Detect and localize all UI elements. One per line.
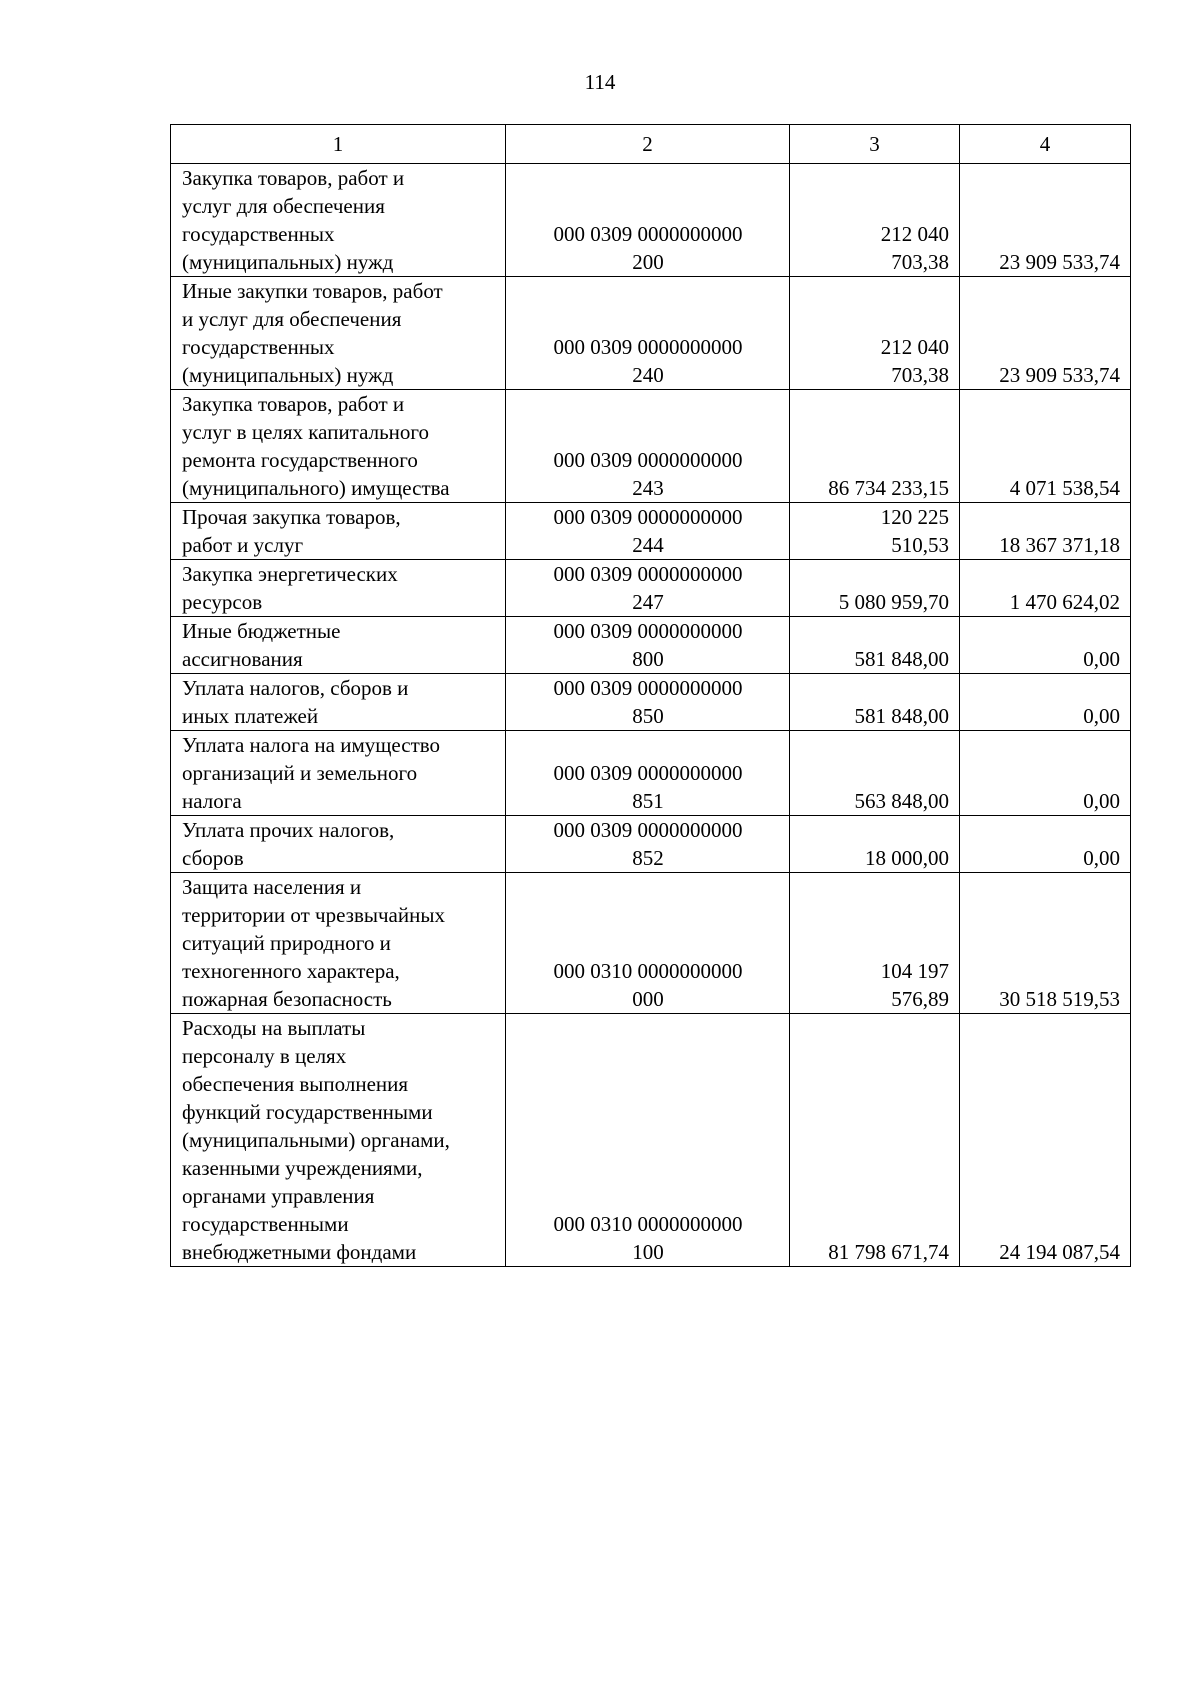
- row-col4: 1 470 624,02: [1009, 590, 1120, 614]
- row-col3: 120 225 510,53: [880, 505, 949, 557]
- row-name-cell: [171, 731, 506, 816]
- row-col4: 0,00: [1083, 789, 1120, 813]
- table-row: [171, 390, 1131, 503]
- row-name-cell: [171, 277, 506, 390]
- row-col4-cell: [960, 873, 1131, 1014]
- row-name-cell: [171, 1014, 506, 1267]
- row-col3-cell: [790, 277, 960, 390]
- row-col3: 5 080 959,70: [838, 590, 949, 614]
- row-col3-cell: [790, 731, 960, 816]
- row-code: 000 0309 0000000000 247: [553, 562, 743, 614]
- row-col3: 104 197 576,89: [880, 959, 949, 1011]
- row-col4: 24 194 087,54: [999, 1240, 1120, 1264]
- row-name-cell: [171, 164, 506, 277]
- row-name: Закупка энергетических ресурсов: [182, 562, 398, 614]
- row-code: 000 0309 0000000000 243: [553, 448, 743, 500]
- row-code-cell: [506, 674, 790, 731]
- table-row: [171, 873, 1131, 1014]
- row-code: 000 0309 0000000000 800: [553, 619, 743, 671]
- row-name-cell: [171, 873, 506, 1014]
- header-row: [171, 125, 1131, 164]
- row-col4-cell: [960, 674, 1131, 731]
- row-code-cell: [506, 277, 790, 390]
- row-col4: 0,00: [1083, 846, 1120, 870]
- row-code: 000 0310 0000000000 000: [553, 959, 743, 1011]
- row-code: 000 0309 0000000000 200: [553, 222, 743, 274]
- row-col4: 23 909 533,74: [999, 250, 1120, 274]
- row-col3: 563 848,00: [854, 789, 949, 813]
- row-code-cell: [506, 390, 790, 503]
- row-code: 000 0309 0000000000 851: [553, 761, 743, 813]
- column-header-1: 1: [171, 125, 506, 164]
- row-code-cell: [506, 1014, 790, 1267]
- table-row: [171, 164, 1131, 277]
- table-row: [171, 731, 1131, 816]
- row-col4-cell: [960, 1014, 1131, 1267]
- row-name: Прочая закупка товаров, работ и услуг: [182, 505, 401, 557]
- row-code-cell: [506, 560, 790, 617]
- row-name: Уплата прочих налогов, сборов: [182, 818, 395, 870]
- row-col4: 4 071 538,54: [1009, 476, 1120, 500]
- budget-table: [170, 124, 1131, 1267]
- row-col4-cell: [960, 816, 1131, 873]
- row-col3-cell: [790, 674, 960, 731]
- table-row: [171, 277, 1131, 390]
- row-col3: 86 734 233,15: [828, 476, 949, 500]
- row-col3: 212 040 703,38: [880, 222, 949, 274]
- column-header-3: 3: [790, 125, 960, 164]
- row-name-cell: [171, 503, 506, 560]
- page-number: 114: [584, 70, 616, 94]
- table-row: [171, 816, 1131, 873]
- row-code-cell: [506, 164, 790, 277]
- row-code-cell: [506, 617, 790, 674]
- row-col3-cell: [790, 164, 960, 277]
- row-code-cell: [506, 731, 790, 816]
- row-code: 000 0310 0000000000 100: [553, 1212, 743, 1264]
- row-code: 000 0309 0000000000 240: [553, 335, 743, 387]
- table-row: [171, 617, 1131, 674]
- table-row: [171, 560, 1131, 617]
- row-col4-cell: [960, 503, 1131, 560]
- row-name-cell: [171, 560, 506, 617]
- row-col3-cell: [790, 503, 960, 560]
- row-col4: 23 909 533,74: [999, 363, 1120, 387]
- row-name: Уплата налогов, сборов и иных платежей: [182, 676, 409, 728]
- row-col3: 581 848,00: [854, 647, 949, 671]
- row-name: Уплата налога на имущество организаций и земельного налога: [182, 733, 441, 813]
- row-col4: 18 367 371,18: [999, 533, 1120, 557]
- row-code-cell: [506, 873, 790, 1014]
- row-code-cell: [506, 503, 790, 560]
- row-col3-cell: [790, 617, 960, 674]
- row-col4: 30 518 519,53: [999, 987, 1120, 1011]
- row-name-cell: [171, 674, 506, 731]
- column-header-4: 4: [960, 125, 1131, 164]
- row-col3-cell: [790, 1014, 960, 1267]
- row-name: Иные бюджетные ассигнования: [182, 619, 341, 671]
- row-code: 000 0309 0000000000 850: [553, 676, 743, 728]
- row-col4-cell: [960, 390, 1131, 503]
- row-name: Закупка товаров, работ и услуг в целях капитального ремонта государственного (муниципального) имущества: [182, 392, 450, 500]
- row-col4-cell: [960, 164, 1131, 277]
- row-name: Расходы на выплаты персоналу в целях обеспечения выполнения функций государственными (муниципальными) органами, казенными учреждениями, органами управления государственными внебюджетными фондами: [182, 1016, 450, 1264]
- row-name-cell: [171, 816, 506, 873]
- row-code-cell: [506, 816, 790, 873]
- column-header-2: 2: [506, 125, 790, 164]
- row-name: Защита населения и территории от чрезвычайных ситуаций природного и техногенного характера, пожарная безопасность: [182, 875, 445, 1011]
- table-row: [171, 674, 1131, 731]
- table-row: [171, 503, 1131, 560]
- row-col4-cell: [960, 560, 1131, 617]
- row-col3: 81 798 671,74: [828, 1240, 949, 1264]
- table-row: [171, 1014, 1131, 1267]
- row-col3-cell: [790, 390, 960, 503]
- row-name-cell: [171, 617, 506, 674]
- row-col3: 18 000,00: [865, 846, 949, 870]
- row-name: Закупка товаров, работ и услуг для обеспечения государственных (муниципальных) нужд: [182, 166, 405, 274]
- row-code: 000 0309 0000000000 244: [553, 505, 743, 557]
- row-col3: 212 040 703,38: [880, 335, 949, 387]
- row-name: Иные закупки товаров, работ и услуг для обеспечения государственных (муниципальных) нужд: [182, 279, 443, 387]
- row-col3-cell: [790, 816, 960, 873]
- row-col4-cell: [960, 731, 1131, 816]
- row-col4: 0,00: [1083, 647, 1120, 671]
- row-col3-cell: [790, 873, 960, 1014]
- row-col4: 0,00: [1083, 704, 1120, 728]
- row-code: 000 0309 0000000000 852: [553, 818, 743, 870]
- row-col4-cell: [960, 617, 1131, 674]
- row-col4-cell: [960, 277, 1131, 390]
- row-name-cell: [171, 390, 506, 503]
- row-col3: 581 848,00: [854, 704, 949, 728]
- row-col3-cell: [790, 560, 960, 617]
